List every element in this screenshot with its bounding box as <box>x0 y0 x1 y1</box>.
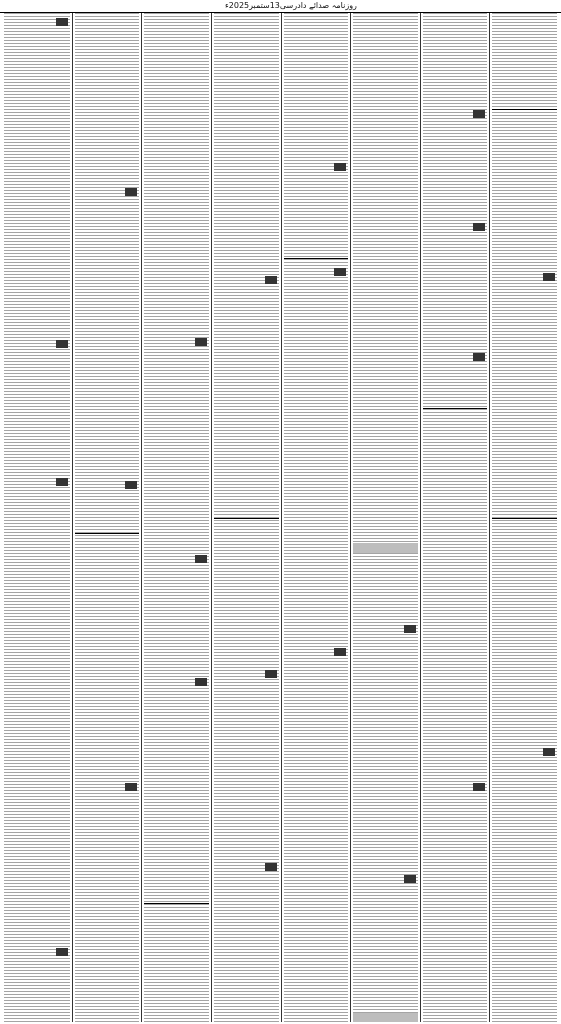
article-number-badge <box>56 340 68 348</box>
headline-band <box>353 543 418 553</box>
section-divider <box>284 258 349 259</box>
newspaper-column-6 <box>141 13 211 1022</box>
article-number-badge <box>265 670 277 678</box>
article-number-badge <box>195 678 207 686</box>
article-number-badge <box>473 110 485 118</box>
article-number-badge <box>125 783 137 791</box>
article-number-badge <box>473 353 485 361</box>
text-lines <box>75 13 140 1022</box>
section-divider <box>492 109 557 110</box>
article-number-badge <box>195 555 207 563</box>
article-number-badge <box>473 783 485 791</box>
section-divider <box>144 903 209 904</box>
masthead-line: روزنامہ صدائے دادرسی13ستمبر2025ء <box>225 1 357 10</box>
text-lines <box>353 13 418 1022</box>
section-divider <box>75 533 140 534</box>
article-number-badge <box>404 875 416 883</box>
section-divider <box>214 518 279 519</box>
article-number-badge <box>543 748 555 756</box>
article-number-badge <box>265 276 277 284</box>
article-number-badge <box>265 863 277 871</box>
newspaper-column-3 <box>350 13 420 1022</box>
newspaper-column-7 <box>72 13 142 1022</box>
article-number-badge <box>334 268 346 276</box>
article-number-badge <box>56 948 68 956</box>
article-number-badge <box>195 338 207 346</box>
section-divider <box>492 518 557 519</box>
article-number-badge <box>334 648 346 656</box>
section-divider <box>423 408 488 409</box>
article-number-badge <box>404 625 416 633</box>
text-lines <box>4 13 70 1022</box>
article-number-badge <box>56 478 68 486</box>
text-lines <box>144 13 209 1022</box>
newspaper-column-5 <box>211 13 281 1022</box>
newspaper-column-4 <box>281 13 351 1022</box>
newspaper-column-2 <box>420 13 490 1022</box>
article-number-badge <box>125 481 137 489</box>
article-number-badge <box>543 273 555 281</box>
text-lines <box>423 13 488 1022</box>
newspaper-column-1 <box>489 13 559 1022</box>
article-number-badge <box>334 163 346 171</box>
newspaper-page <box>2 13 559 1022</box>
article-number-badge <box>125 188 137 196</box>
newspaper-column-8 <box>2 13 72 1022</box>
headline-band <box>353 1013 418 1022</box>
article-number-badge <box>56 18 68 26</box>
masthead <box>0 0 561 13</box>
article-number-badge <box>473 223 485 231</box>
